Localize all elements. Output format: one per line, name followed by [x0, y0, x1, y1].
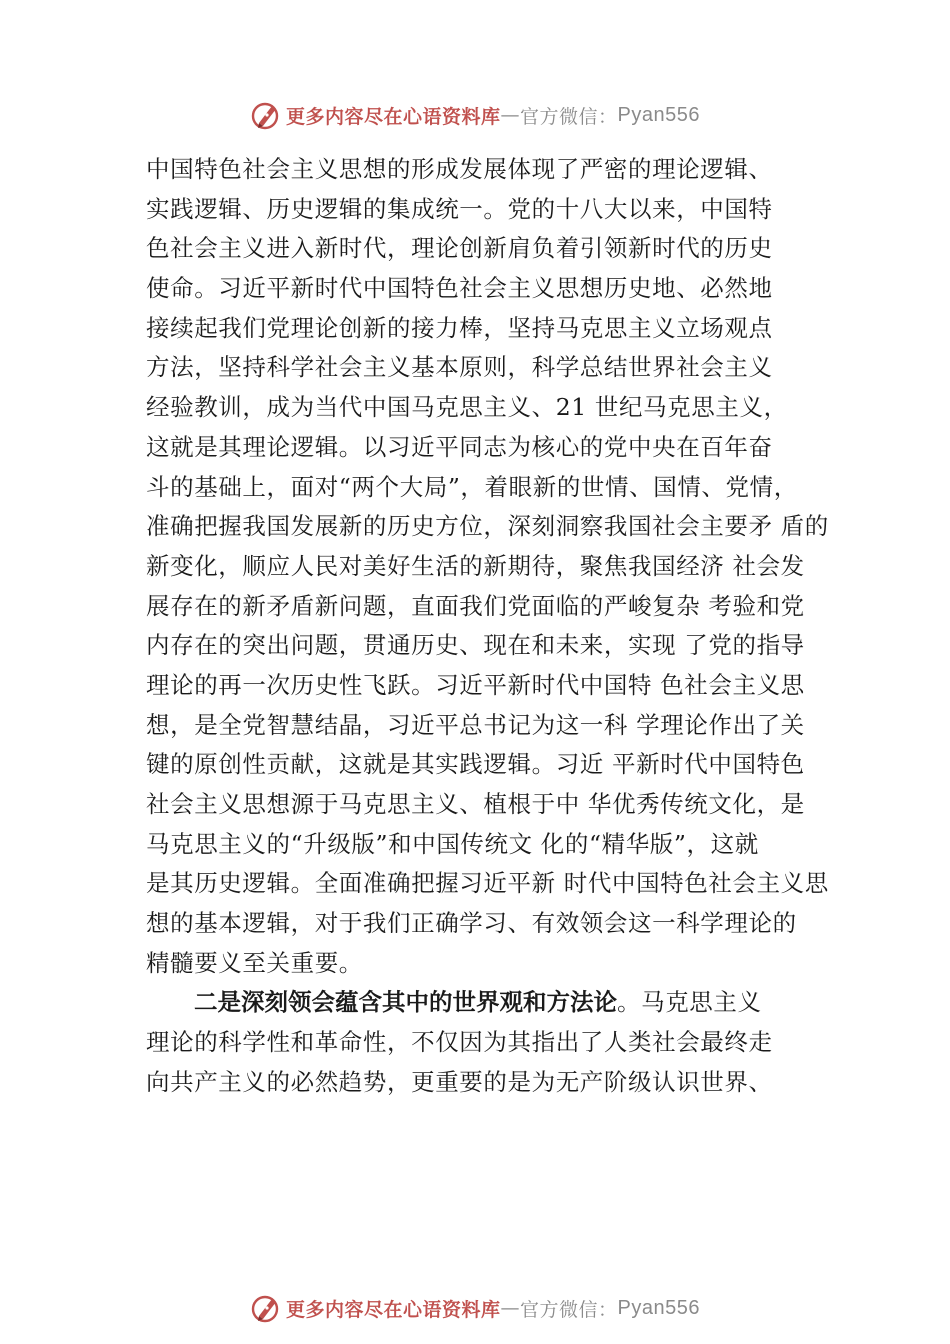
text-line-tail: 。马克思主义 [617, 988, 762, 1017]
text-line: 社会主义思想源于马克思主义、植根于中 华优秀传统文化，是 [146, 790, 805, 818]
text-line: 键的原创性贡献，这就是其实践逻辑。习近 平新时代中国特色 [146, 750, 805, 779]
text-line: 准确把握我国发展新的历史方位，深刻洞察我国社会主要矛 盾的 [146, 512, 829, 541]
text-line: 这就是其理论逻辑。以习近平同志为核心的党中央在百年奋 [146, 432, 773, 461]
text-line: 展存在的新矛盾新问题，直面我们党面临的严峻复杂 考验和党 [146, 591, 805, 620]
text-line: 使命。习近平新时代中国特色社会主义思想历史地、必然地 [146, 274, 773, 303]
banner-library-text: 更多内容尽在心语资料库 [286, 105, 501, 128]
text-line: 想，是全党智慧结晶，习近平总书记为这一科 学理论作出了关 [146, 710, 805, 739]
text-line: 是其历史逻辑。全面准确把握习近平新 时代中国特色社会主义思 [146, 869, 829, 898]
banner-library-text: 更多内容尽在心语资料库 [286, 1298, 501, 1321]
paragraph-2-first-line [146, 983, 830, 1023]
banner-wechat-label: 官方微信： [520, 1298, 618, 1321]
banner-account: Pyan556 [617, 1296, 700, 1319]
text-line: 精髓要义至关重要。 [146, 948, 363, 977]
section-heading: 二是深刻领会蕴含其中的世界观和方法论 [194, 988, 617, 1017]
pen-nib-circle-icon [250, 1292, 282, 1324]
text-line: 向共产主义的必然趋势，更重要的是为无产阶级认识世界、 [146, 1067, 773, 1096]
banner-dash: — [500, 104, 521, 126]
banner-account: Pyan556 [617, 103, 700, 126]
text-line: 马克思主义的“升级版”和中国传统文 化的“精华版”，这就 [146, 829, 759, 858]
text-line: 方法，坚持科学社会主义基本原则，科学总结世界社会主义 [146, 353, 773, 382]
header-watermark-banner [0, 95, 950, 135]
text-line: 理论的再一次历史性飞跃。习近平新时代中国特 色社会主义思 [146, 670, 805, 699]
text-line: 接续起我们党理论创新的接力棒，坚持马克思主义立场观点 [146, 313, 773, 342]
text-line: 实践逻辑、历史逻辑的集成统一。党的十八大以来，中国特 [146, 194, 773, 223]
text-line: 色社会主义进入新时代，理论创新肩负着引领新时代的历史 [146, 234, 773, 263]
text-line: 内存在的突出问题，贯通历史、现在和未来，实现 了党的指导 [146, 631, 805, 660]
text-line: 斗的基础上，面对“两个大局”，着眼新的世情、国情、党情， [146, 472, 798, 501]
banner-wechat-label: 官方微信： [520, 105, 618, 128]
text-line: 理论的科学性和革命性，不仅因为其指出了人类社会最终走 [146, 1028, 773, 1057]
text-line: 想的基本逻辑，对于我们正确学习、有效领会这一科学理论的 [146, 909, 797, 938]
footer-watermark-banner [0, 1288, 950, 1328]
pen-nib-circle-icon [250, 99, 282, 131]
banner-dash: — [500, 1297, 521, 1319]
text-line: 经验教训，成为当代中国马克思主义、21 世纪马克思主义， [146, 393, 788, 422]
text-line: 中国特色社会主义思想的形成发展体现了严密的理论逻辑、 [146, 155, 773, 183]
document-body [146, 150, 830, 1103]
text-line: 新变化，顺应人民对美好生活的新期待，聚焦我国经济 社会发 [146, 551, 805, 580]
